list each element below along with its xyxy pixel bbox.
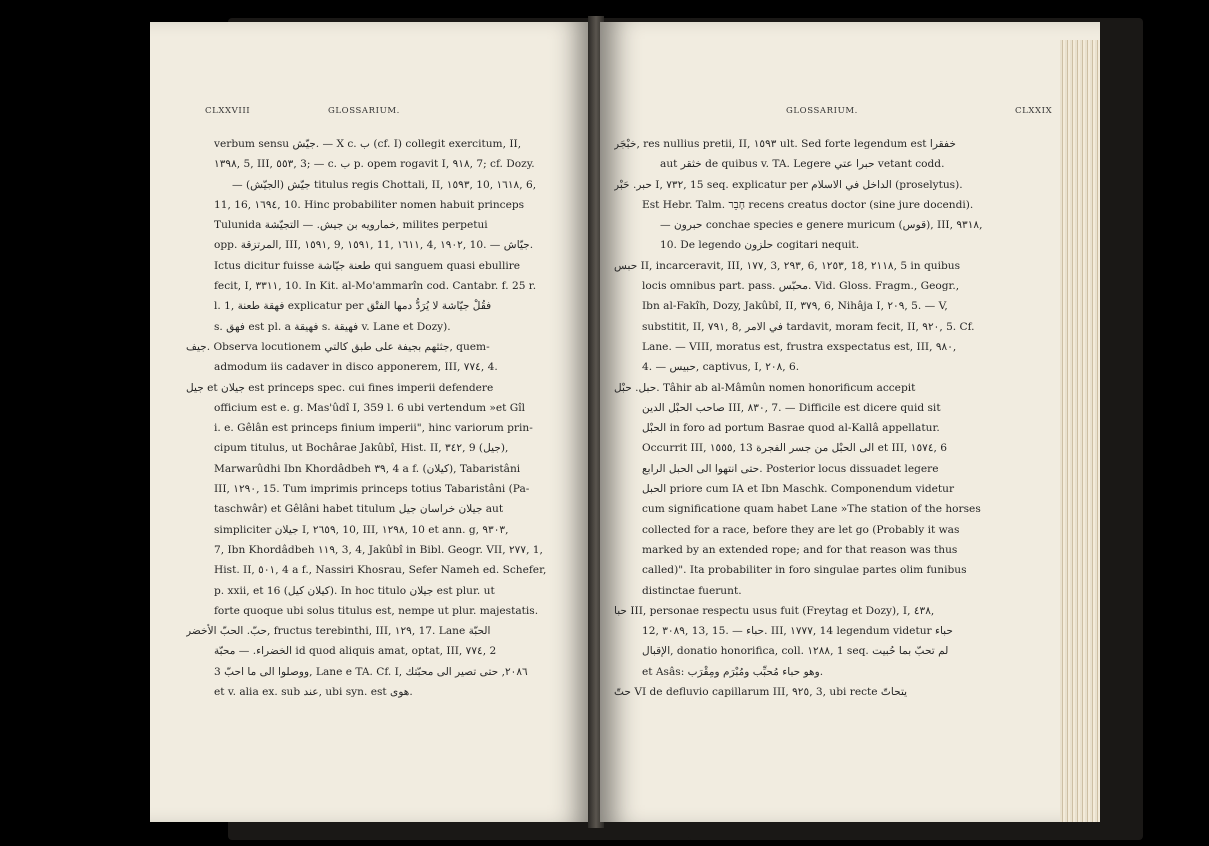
text-line: collected for a race, before they are let go (Probably it was xyxy=(642,523,960,536)
text-line: 4. — حبيس, captivus, I, ٢٠٨, 6. xyxy=(642,361,800,374)
text-line: Ictus dicitur fuisse طعنة جيّاشة qui sanguem quasi ebullire xyxy=(214,259,521,272)
text-line: — جيّش (الجيّش) titulus regis Chottali, II, ١٥٩٣, 10, ١٦١٨, 6, xyxy=(232,178,537,191)
text-line: Lane. — VIII, moratus est, frustra exspectatus est, III, ٩٨٠, xyxy=(642,340,957,353)
text-line: marked by an extended rope; and for that reason was thus xyxy=(642,543,958,556)
text-line: cipum titulus, ut Bochârae Jakûbî, Hist. II, ٣٤٢, 9 (جيل), xyxy=(214,442,509,455)
text-line: 7, Ibn Khordâdbeh ١١٩, 3, 4, Jakûbî in Bibl. Geogr. VII, ٢٧٧, 1, xyxy=(214,543,543,556)
text-line: حبر. حَبْر I, ٧٣٢, 15 seq. explicatur per الداخل في الاسلام (proselytus). xyxy=(614,178,963,191)
text-line: حبل. حبْل. Tâhir ab al-Mâmûn nomen honorificum accepit xyxy=(614,381,916,394)
text-line: cum significatione quam habet Lane »The station of the horses xyxy=(642,503,981,516)
text-line: Ibn al-Fakîh, Dozy, Jakûbî, II, ٣٧٩, 6, Nihâja I, ٢٠٩, 5. — V, xyxy=(642,300,948,313)
left-running-title: GLOSSARIUM. xyxy=(328,106,400,116)
left-page xyxy=(150,22,592,822)
text-line: خبْجَر, res nullius pretii, II, ١٥٩٣ ult. Sed forte legendum est خفقرا xyxy=(614,138,956,150)
text-line: s. فهق est pl. a فهيقة s. فهيقة v. Lane et Dozy). xyxy=(214,320,451,333)
text-line: et v. alia ex. sub عند, ubi syn. est هوى. xyxy=(214,686,413,699)
text-line: ١٣٩٨, 5, III, ٥٥٣, 3; — c. ب p. opem rogavit I, ٩١٨, 7; cf. Dozy. xyxy=(214,158,535,171)
text-line: Occurrit III, ١٥٥٥, 13 الى الحبْل من جسر الفجرة et III, ١٥٧٤, 6 xyxy=(642,442,948,455)
text-line: 11, 16, ١٦٩٤, 10. Hinc probabiliter nomen habuit princeps xyxy=(214,198,525,211)
text-line: et Asâs: وهو حباء مُحبِّب ومُبْرَم ومِقْرَب. xyxy=(642,665,824,678)
left-page-number: CLXXVIII xyxy=(205,106,251,116)
page-edges xyxy=(1060,40,1100,822)
text-line: distinctae fuerunt. xyxy=(642,584,742,597)
text-line: simpliciter جيلان I, ٢٦٥٩, 10, III, ١٢٩٨, 10 et ann. g, ٩٣٠٣, xyxy=(214,523,509,536)
text-line: — حبرون conchae species e genere muricum (قوس), III, ٩٣١٨, xyxy=(660,219,983,232)
text-line: حبس II, incarceravit, III, ١٧٧, 3, ٢٩٣, 6, ١٢٥٣, 18, ٢١١٨, 5 in quibus xyxy=(614,259,961,272)
text-line: Est Hebr. Talm. חָבֵר recens creatus doctor (sine jure docendi). xyxy=(642,198,974,211)
right-running-title: GLOSSARIUM. xyxy=(786,106,858,116)
text-line: الحبل priore cum IA et Ibn Maschk. Componendum videtur xyxy=(642,483,955,496)
text-line: 12, ٣٠٨٩, 13, 15. — حباء. III, ١٧٧٧, 14 legendum videtur حباء xyxy=(642,625,953,638)
text-line: officium est e. g. Mas'ûdî I, 359 l. 6 ubi vertendum »et Gîl xyxy=(214,401,525,414)
text-line: admodum iis cadaver in disco apponerem, III, ٧٧٤, 4. xyxy=(214,361,498,374)
text-line: الحبْل in foro ad portum Basrae quod al-Kallâ appellatur. xyxy=(642,422,940,435)
text-line: III, ١٢٩٠, 15. Tum imprimis princeps totius Tabaristâni (Pa- xyxy=(214,483,530,496)
text-line: aut خثقر de quibus v. TA. Legere حبرا عتي vetant codd. xyxy=(660,158,945,171)
text-line: verbum sensu جيّش. — X c. ب (cf. I) collegit exercitum, II, xyxy=(214,138,522,150)
right-page-number: CLXXIX xyxy=(1015,106,1053,116)
text-line: صاحب الحبْل الدين III, ٨٣٠, 7. — Difficile est dicere quid sit xyxy=(642,401,941,414)
text-line: جيف. Observa locutionem جثثهم بجيفة على طبق كالتي, quem- xyxy=(186,340,490,353)
text-line: Marwarûdhi Ibn Khordâdbeh ٣٩, 4 a f. (كيلان), Tabaristâni xyxy=(214,462,521,475)
text-line: حبا III, personae respectu usus fuit (Freytag et Dozy), I, ٤٣٨, xyxy=(614,604,935,617)
text-line: ووصلوا الى ما احبّ 3, Lane e TA. Cf. I, ٢٠٨٦, حتى تصير الى محبّتك xyxy=(214,665,528,678)
text-line: fecit, I, ٣٣١١, 10. In Kit. al-Mo'ammarîn cod. Cantabr. f. 25 r. xyxy=(214,280,537,293)
text-line: p. xxii, et 16 (كيلان كيل). In hoc titulo جيلان est plur. ut xyxy=(214,584,495,597)
text-line: i. e. Gêlân est princeps finium imperii", hinc variorum prin- xyxy=(214,422,533,435)
text-line: حبّ. الحبّ الأخضر, fructus terebinthi, III, ١٢٩, 17. Lane الحبّة xyxy=(186,625,491,638)
text-line: taschwâr) et Gêlâni habet titulum جيلان خراسان جيل aut xyxy=(214,503,504,516)
left-page-text xyxy=(186,134,556,702)
text-line: forte quoque ubi solus titulus est, nempe ut plur. majestatis. xyxy=(214,604,539,617)
text-line: Hist. II, ٥٠١, 4 a f., Nassiri Khosrau, Sefer Nameh ed. Schefer, xyxy=(214,564,547,577)
text-line: الخضراء. — محبّة id quod aliquis amat, optat, III, ٧٧٤, 2 xyxy=(214,645,497,658)
text-line: Tulunida خمارويه بن جيش. — التجيّشة, milites perpetui xyxy=(214,219,488,232)
right-page xyxy=(600,22,1100,822)
text-line: 10. De legendo حلزون cogitari nequit. xyxy=(660,239,860,252)
text-line: حتى انتهوا الى الحبل الرابع. Posterior locus dissuadet legere xyxy=(642,462,939,475)
text-line: حتّ VI de defluvio capillarum III, ٩٢٥, 3, ubi recte يتحاتّ xyxy=(614,686,908,699)
text-line: الإقبال, donatio honorifica, coll. ١٢٨٨, 1 seq. لم تحبّ بما حُبيت xyxy=(642,645,949,658)
text-line: called)". Ita probabiliter in foro singulae partes olim funibus xyxy=(642,564,967,577)
text-line: جيل et جيلان est princeps spec. cui fines imperii defendere xyxy=(186,381,494,394)
right-page-text xyxy=(614,134,1046,702)
text-line: opp. المرتزقة, III, ١٥٩١, 9, ١٥٩١, 11, ١٦١١, 4, ١٩٠٢, 10. — جيّاش. xyxy=(214,239,534,252)
text-line: l. 1, فهقة طعنة explicatur per فقُلْ جيّاشة لا يُرَدُّ دمها الفتْق xyxy=(214,300,492,313)
text-line: substitit, II, ٧٩١, 8, في الامر tardavit, moram fecit, II, ٩٢٠, 5. Cf. xyxy=(642,320,975,333)
text-line: locis omnibus part. pass. محبّس. Vid. Gloss. Fragm., Geogr., xyxy=(642,280,960,293)
